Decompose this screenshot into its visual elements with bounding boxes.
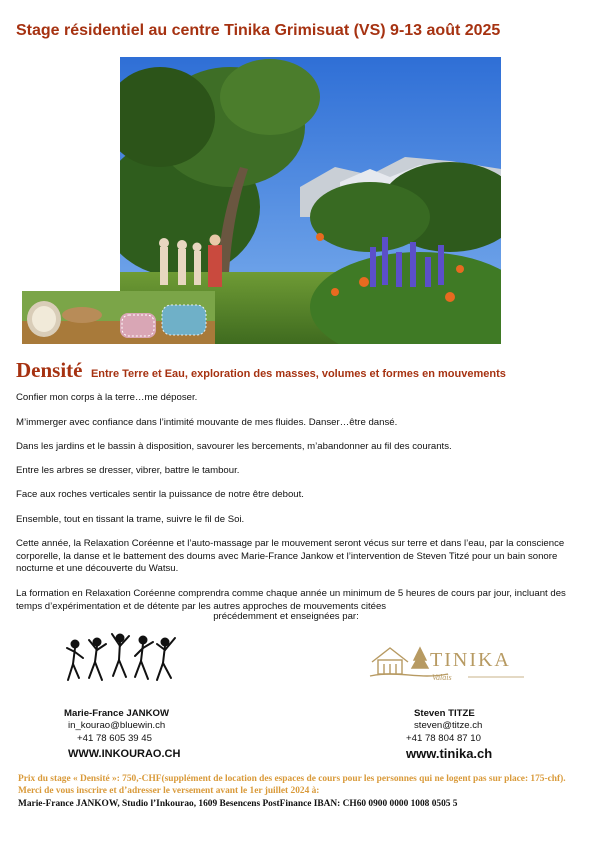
paragraph-7: Cette année, la Relaxation Coréenne et l’auto-massage par le mouvement seront vécus sur terre et dans l’eau, par la conscience corporelle, la danse et le battement des doums avec Marie-France Jankow et l’intervention de Steven Titzé pour un bain sonore nocturne et une découverte du Watsu.	[16, 538, 565, 575]
heading-title: Densité	[16, 358, 83, 382]
paragraph-6: Ensemble, tout en tissant la trame, suivre le fil de Soi.	[16, 514, 245, 525]
contact-name: Marie-France JANKOW	[64, 708, 170, 719]
drums-photo-image	[22, 291, 215, 344]
tinika-logo	[368, 640, 528, 685]
contact-name: Steven TITZE	[414, 708, 475, 719]
contact-phone: +41 78 605 39 45	[77, 732, 152, 744]
paragraph-2: M’immerger avec confiance dans l’intimité mouvante de mes fluides. Danser…être dansé.	[16, 417, 398, 428]
contact-phone: +41 78 804 87 10	[406, 732, 481, 744]
paragraph-4: Entre les arbres se dresser, vibrer, battre le tambour.	[16, 465, 240, 476]
paragraph-8: La formation en Relaxation Coréenne comprendra comme chaque année un minimum de 5 heures de cours par jour, incluant des temps d’expérimentation et de détente par les autres approches de mouvements citées	[16, 588, 566, 612]
paragraph-5: Face aux roches verticales sentir la puissance de notre être debout.	[16, 489, 304, 500]
drums-photo	[22, 291, 215, 344]
contact-email[interactable]: in_kourao@bluewin.ch	[68, 720, 166, 732]
contact-titze	[406, 708, 492, 761]
payment-details: Marie-France JANKOW, Studio l’Inkourao, 1609 Besencens PostFinance IBAN: CH60 0900 0000 1008 0505 5	[18, 798, 458, 809]
contact-email[interactable]: steven@titze.ch	[414, 720, 483, 732]
price-details: Prix du stage « Densité »: 750,-CHF(supplément de location des espaces de cours pour les personnes qui ne logent pas sur place: 175-chf). Merci de vous inscrire et d’adresser le versement avant le 1er juillet 2024 à:	[18, 774, 566, 797]
page-title: Stage résidentiel au centre Tinika Grimisuat (VS) 9-13 août 2025	[16, 22, 501, 39]
paragraph-3: Dans les jardins et le bassin à disposition, savourer les bercements, m’abandonner au fil des courants.	[16, 441, 452, 452]
chalet-icon	[368, 640, 528, 685]
logo-name: TINIKA	[430, 649, 511, 671]
price-info	[18, 773, 578, 810]
contact-website[interactable]: WWW.INKOURAO.CH	[68, 748, 181, 761]
contact-website[interactable]: www.tinika.ch	[406, 746, 493, 762]
paragraph-1: Confier mon corps à la terre…me déposer.	[16, 392, 198, 403]
dancers-logo	[65, 630, 185, 685]
dancers-silhouette-icon	[65, 630, 185, 685]
heading-subtitle: Entre Terre et Eau, exploration des masses, volumes et formes en mouvements	[90, 368, 506, 380]
section-heading	[16, 358, 506, 383]
contact-jankow	[64, 708, 180, 761]
logo-tagline: Valais	[432, 673, 452, 682]
paragraph-8-end: précédemment et enseignées par:	[213, 611, 359, 622]
